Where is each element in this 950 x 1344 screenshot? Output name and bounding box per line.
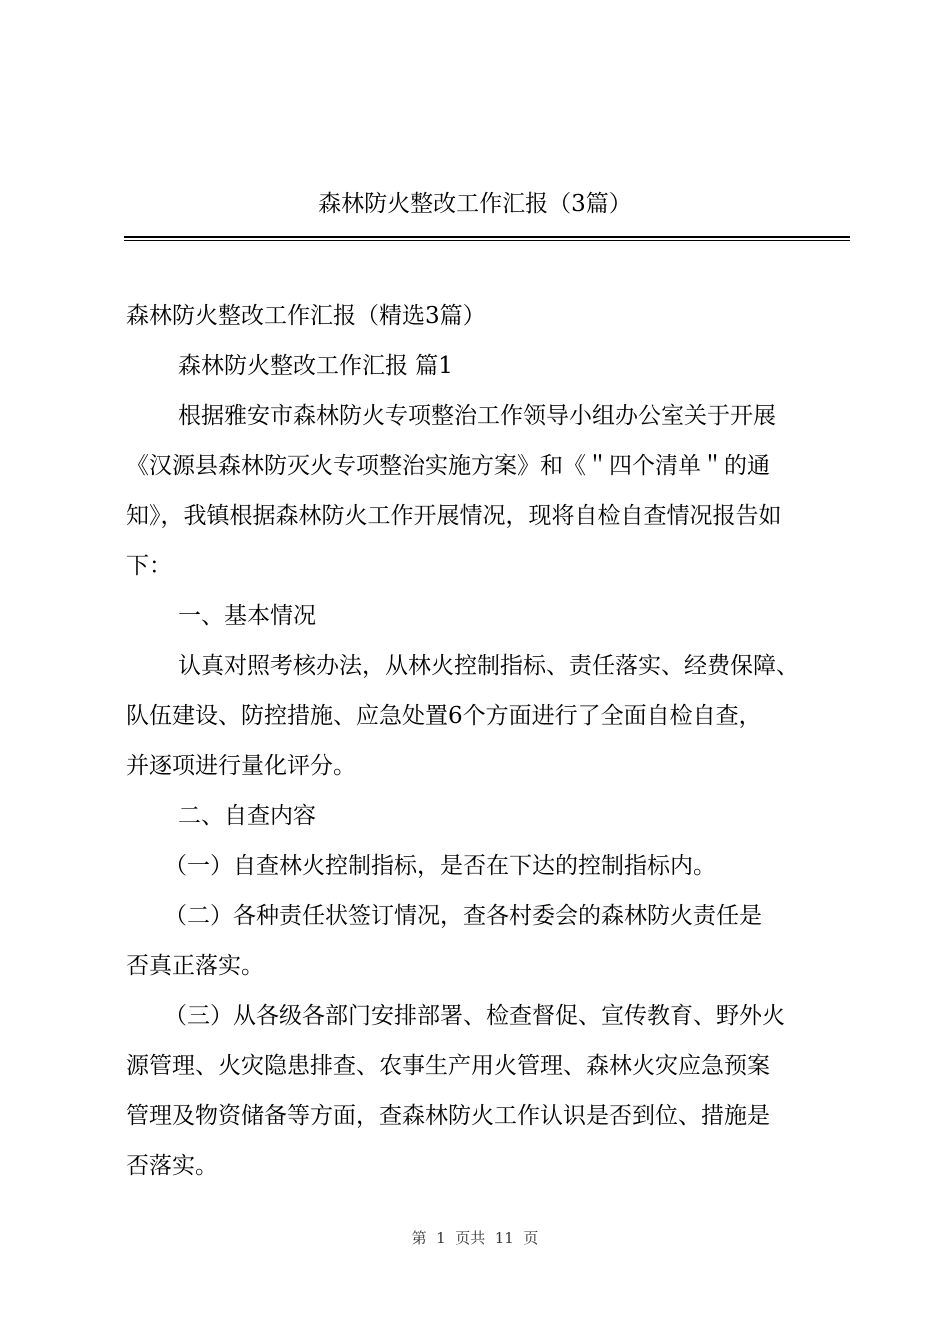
page-header-title: 森林防火整改工作汇报（3篇）: [318, 191, 632, 217]
paragraph-line: 否落实。: [126, 1153, 218, 1179]
paragraph-line: 认真对照考核办法，从林火控制指标、责任落实、经费保障、: [178, 653, 799, 679]
paragraph-line: 《汉源县森林防灭火专项整治实施方案》和《＂四个清单＂的通: [126, 453, 770, 479]
paragraph-line: 并逐项进行量化评分。: [126, 753, 356, 779]
heading-basic-situation: 一、基本情况: [178, 603, 316, 629]
paragraph-line: 源管理、火灾隐患排查、农事生产用火管理、森林火灾应急预案: [126, 1053, 770, 1079]
paragraph-line: 下：: [126, 553, 172, 579]
paragraph-line: 队伍建设、防控措施、应急处置6个方面进行了全面自检自查，: [126, 703, 762, 729]
header-divider: [124, 236, 850, 241]
section-heading: 森林防火整改工作汇报 篇1: [178, 353, 453, 379]
paragraph-line: （一）自查林火控制指标，是否在下达的控制指标内。: [164, 853, 716, 879]
document-title: 森林防火整改工作汇报（精选3篇）: [126, 303, 486, 329]
paragraph-line: 知》，我镇根据森林防火工作开展情况，现将自检自查情况报告如: [126, 503, 782, 529]
page-number-footer: 第 1 页共 11 页: [411, 1229, 539, 1247]
paragraph-line: 否真正落实。: [126, 953, 264, 979]
paragraph-line: （三）从各级各部门安排部署、检查督促、宣传教育、野外火: [164, 1003, 785, 1029]
paragraph-line: （二）各种责任状签订情况，查各村委会的森林防火责任是: [164, 903, 762, 929]
paragraph-line: 根据雅安市森林防火专项整治工作领导小组办公室关于开展: [178, 403, 776, 429]
paragraph-line: 管理及物资储备等方面，查森林防火工作认识是否到位、措施是: [126, 1103, 770, 1129]
heading-self-check-content: 二、自查内容: [178, 803, 316, 829]
